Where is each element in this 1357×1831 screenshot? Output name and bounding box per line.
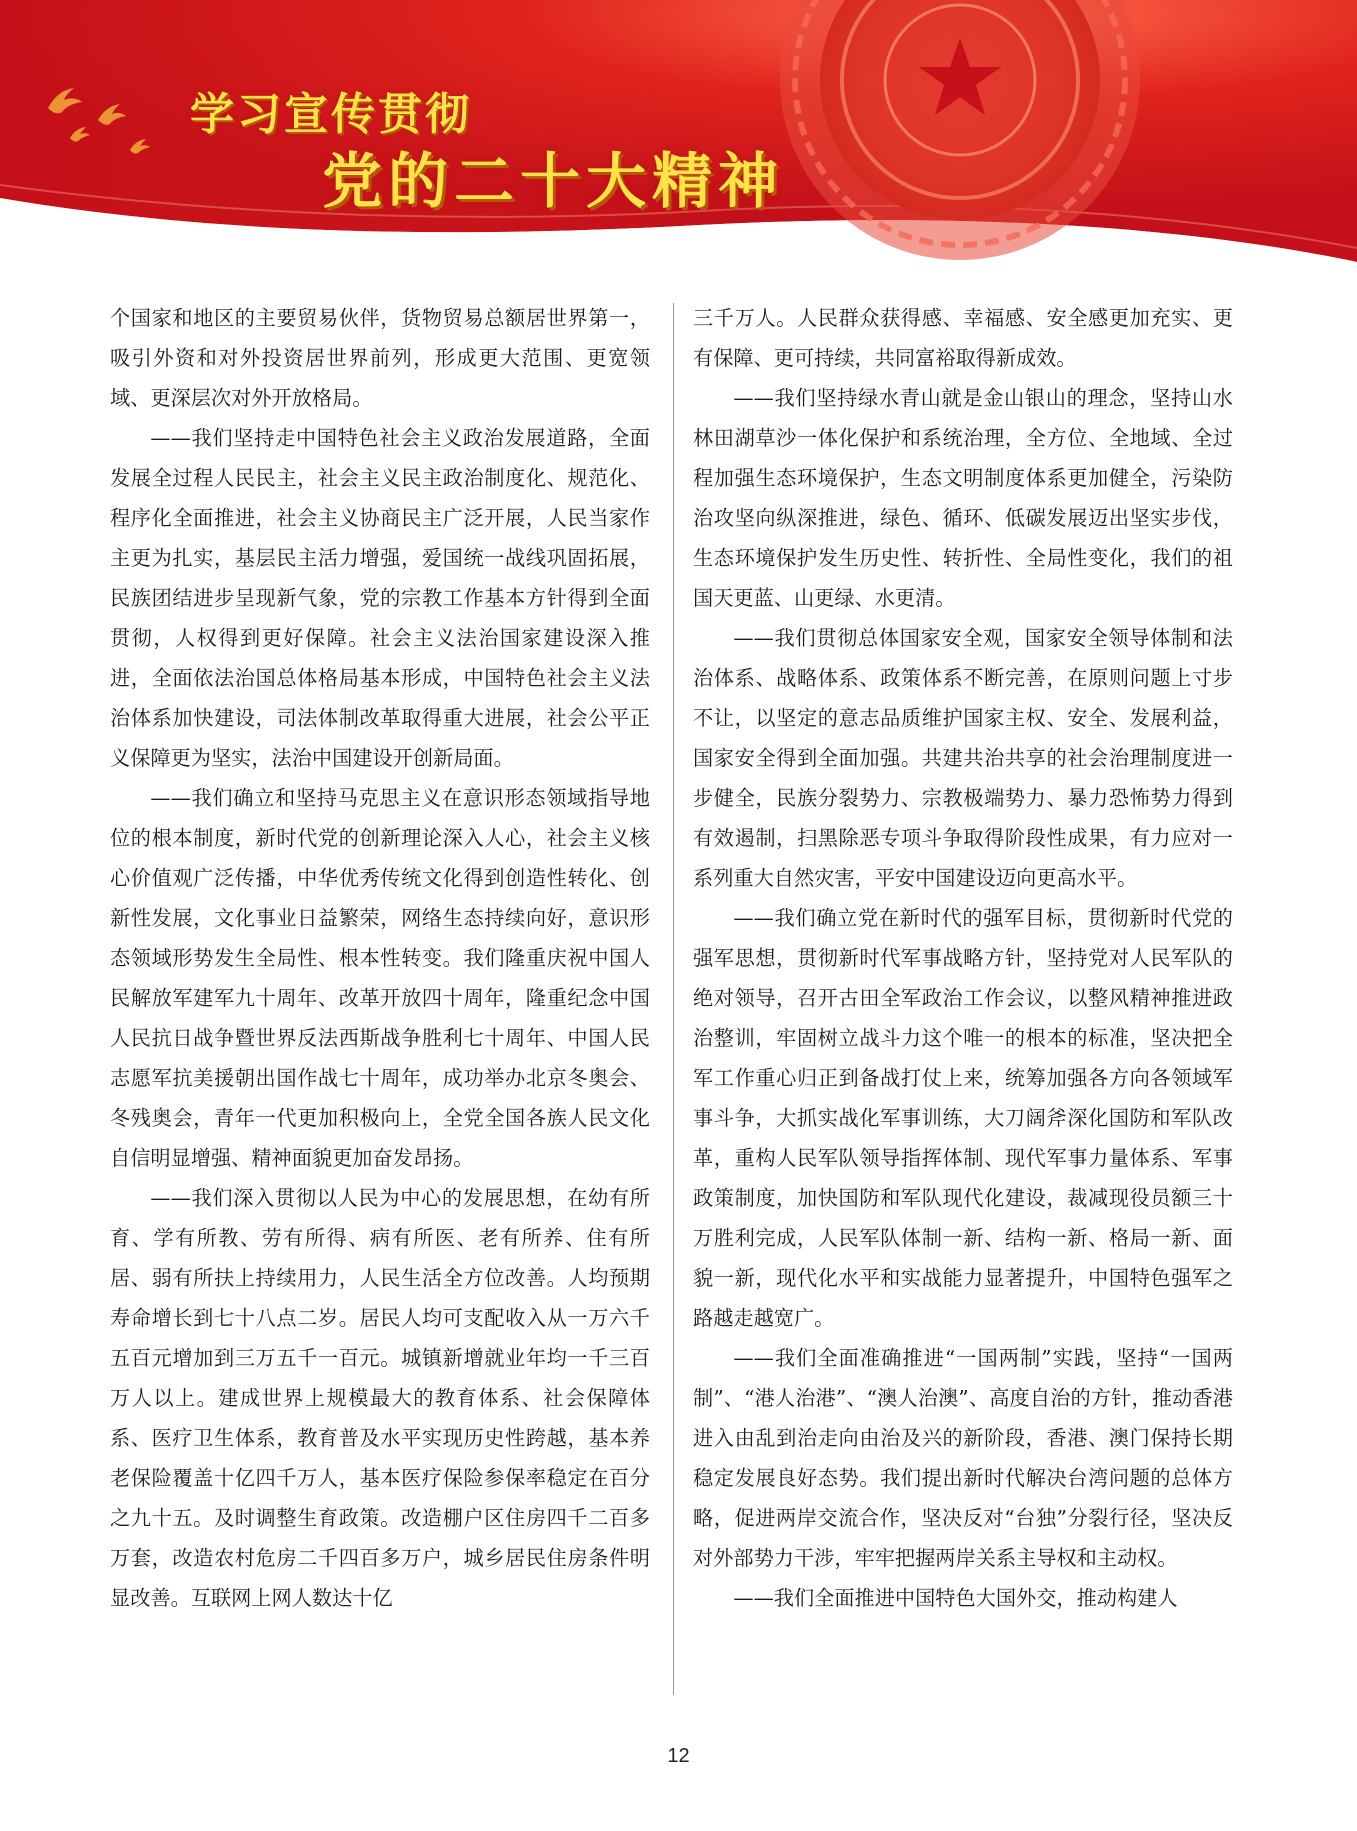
- paragraph: ——我们全面准确推进“一国两制”实践，坚持“一国两制”、“港人治港”、“澳人治澳”、高度自治的方针，推动香港进入由乱到治走向由治及兴的新阶段，香港、澳门保持长期稳定发展良好态势。我们提出新时代解决台湾问题的总体方略，促进两岸交流合作，坚决反对“台独”分裂行径，坚决反对外部势力干涉，牢牢把握两岸关系主导权和主动权。: [693, 1346, 1233, 1570]
- page-number: 12: [667, 1745, 690, 1767]
- column-divider: [673, 303, 674, 1695]
- left-column: [110, 298, 650, 1618]
- paragraph: 三千万人。人民群众获得感、幸福感、安全感更加充实、更有保障、更可持续，共同富裕取得新成效。: [693, 306, 1233, 370]
- paragraph: ——我们确立和坚持马克思主义在意识形态领域指导地位的根本制度，新时代党的创新理论深入人心，社会主义核心价值观广泛传播，中华优秀传统文化得到创造性转化、创新性发展，文化事业日益繁荣，网络生态持续向好，意识形态领域形势发生全局性、根本性转变。我们隆重庆祝中国人民解放军建军九十周年、改革开放四十周年，隆重纪念中国人民抗日战争暨世界反法西斯战争胜利七十周年、中国人民志愿军抗美援朝出国作战七十周年，成功举办北京冬奥会、冬残奥会，青年一代更加积极向上，全党全国各族人民文化自信明显增强、精神面貌更加奋发昂扬。: [110, 786, 650, 1170]
- paragraph: 个国家和地区的主要贸易伙伴，货物贸易总额居世界第一，吸引外资和对外投资居世界前列，形成更大范围、更宽领域、更深层次对外开放格局。: [110, 306, 650, 410]
- banner-title-line1: 学习宣传贯彻: [190, 89, 472, 140]
- header-banner: [0, 0, 1357, 270]
- paragraph: ——我们确立党在新时代的强军目标，贯彻新时代党的强军思想，贯彻新时代军事战略方针，坚持党对人民军队的绝对领导，召开古田全军政治工作会议，以整风精神推进政治整训，牢固树立战斗力这个唯一的根本的标准，坚决把全军工作重心归正到备战打仗上来，统筹加强各方向各领域军事斗争，大抓实战化军事训练，大刀阔斧深化国防和军队改革，重构人民军队领导指挥体制、现代军事力量体系、军事政策制度，加快国防和军队现代化建设，裁减现役员额三十万胜利完成，人民军队体制一新、结构一新、格局一新、面貌一新，现代化水平和实战能力显著提升，中国特色强军之路越走越宽广。: [693, 906, 1233, 1330]
- paragraph: ——我们贯彻总体国家安全观，国家安全领导体制和法治体系、战略体系、政策体系不断完善，在原则问题上寸步不让，以坚定的意志品质维护国家主权、安全、发展利益，国家安全得到全面加强。共建共治共享的社会治理制度进一步健全，民族分裂势力、宗教极端势力、暴力恐怖势力得到有效遏制，扫黑除恶专项斗争取得阶段性成果，有力应对一系列重大自然灾害，平安中国建设迈向更高水平。: [693, 626, 1233, 890]
- paragraph: ——我们全面推进中国特色大国外交，推动构建人: [733, 1586, 1178, 1610]
- right-column: [693, 298, 1233, 1618]
- paragraph: ——我们深入贯彻以人民为中心的发展思想，在幼有所育、学有所教、劳有所得、病有所医、老有所养、住有所居、弱有所扶上持续用力，人民生活全方位改善。人均预期寿命增长到七十八点二岁。居民人均可支配收入从一万六千五百元增加到三万五千一百元。城镇新增就业年均一千三百万人以上。建成世界上规模最大的教育体系、社会保障体系、医疗卫生体系，教育普及水平实现历史性跨越，基本养老保险覆盖十亿四千万人，基本医疗保险参保率稳定在百分之九十五。及时调整生育政策。改造棚户区住房四千二百多万套，改造农村危房二千四百多万户，城乡居民住房条件明显改善。互联网上网人数达十亿: [110, 1186, 650, 1610]
- banner-title-line2: 党的二十大精神: [322, 147, 784, 217]
- paragraph: ——我们坚持绿水青山就是金山银山的理念，坚持山水林田湖草沙一体化保护和系统治理，全方位、全地域、全过程加强生态环境保护，生态文明制度体系更加健全，污染防治攻坚向纵深推进，绿色、循环、低碳发展迈出坚实步伐，生态环境保护发生历史性、转折性、全局性变化，我们的祖国天更蓝、山更绿、水更清。: [693, 386, 1233, 610]
- paragraph: ——我们坚持走中国特色社会主义政治发展道路，全面发展全过程人民民主，社会主义民主政治制度化、规范化、程序化全面推进，社会主义协商民主广泛开展，人民当家作主更为扎实，基层民主活力增强，爱国统一战线巩固拓展，民族团结进步呈现新气象，党的宗教工作基本方针得到全面贯彻，人权得到更好保障。社会主义法治国家建设深入推进，全面依法治国总体格局基本形成，中国特色社会主义法治体系加快建设，司法体制改革取得重大进展，社会公平正义保障更为坚实，法治中国建设开创新局面。: [110, 426, 650, 770]
